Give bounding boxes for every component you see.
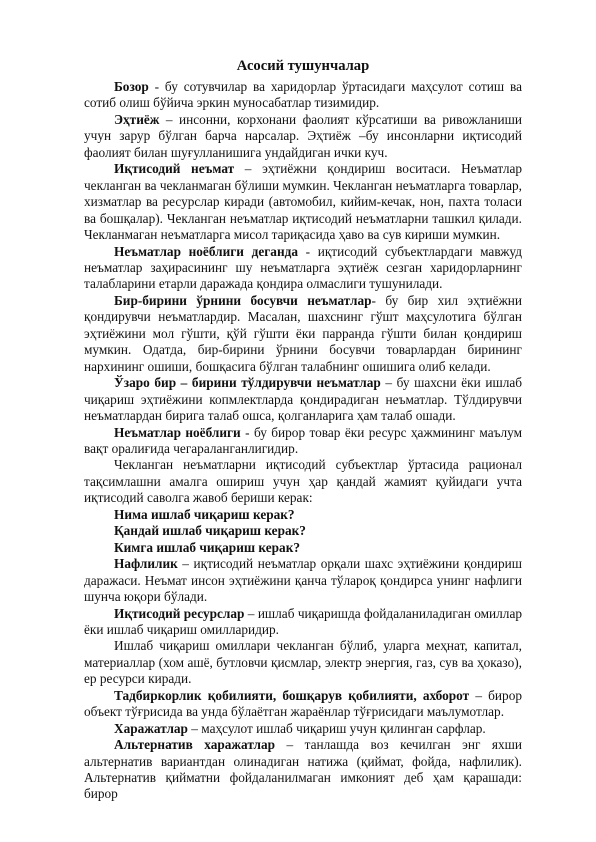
term: Нафлилик — [114, 556, 178, 572]
question-text: Нима ишлаб чиқариш керак? — [114, 506, 295, 522]
paragraph-ehtiyoj — [84, 112, 522, 161]
document-body — [84, 57, 522, 803]
definition: - бу сотувчилар ва харидорлар ўртасидаги маҳсулот сотиш ва сотиб олиш бўйича эркин муносабатлар тизимидир. — [84, 79, 522, 111]
paragraph-scarcity — [84, 425, 522, 458]
body-text: Ишлаб чиқариш омиллари чекланган бўлиб, уларга меҳнат, капитал, материаллар (хом ашё, бутловчи қисмлар, электр энергия, газ, сув ва ҳоказо), ер ресурси киради. — [84, 638, 522, 687]
definition: – инсонни, корхонани фаолият кўрсатиши ва ривожланиши учун зарур бўлган барча нарсалар. Эҳтиёж –бу инсонларни иқтисодий фаолият билан шуғулланишига ундайдиган ички куч. — [84, 111, 522, 160]
definition: – иқтисодий неъматлар орқали шахс эҳтиёжини қондириш даражаси. Неъмат инсон эҳтиёжини қанча тўлароқ қондирса унинг нафлиги шунча юқори бўлади. — [84, 556, 522, 605]
paragraph-opportunity-cost — [84, 737, 522, 803]
term: Ўзаро бир – бирини тўлдирувчи неъматлар — [114, 375, 381, 391]
paragraph-three-questions-intro — [84, 457, 522, 506]
term: Иқтисодий ресурслар — [114, 605, 245, 621]
term: Иқтисодий неъмат — [114, 161, 235, 177]
term: Бир-бирини ўрнини босувчи неъматлар — [114, 292, 372, 308]
paragraph-resources — [84, 606, 522, 639]
paragraph-entrepreneurship — [84, 688, 522, 721]
definition: – бирор объект тўғрисида ва унда бўлаётган жараёнлар тўғрисидаги маълумотлар. — [84, 687, 522, 720]
term: Эҳтиёж — [114, 111, 160, 127]
question-what — [84, 507, 522, 523]
term: Альтернатив харажатлар — [114, 737, 276, 753]
definition: - иқтисодий субъектлардаги мавжуд неъматлар заҳирасининг шу неъматларга эҳтиёж сезган харидорларнинг талабларини етарли даражада қондира олмаслиги тушунилади. — [84, 243, 522, 292]
paragraph-costs — [84, 721, 522, 737]
term: Тадбиркорлик қобилияти, бошқарув қобилияти, ахборот — [114, 687, 470, 703]
definition: – ишлаб чиқаришда фойдаланиладиган омиллар ёки ишлаб чиқариш омилларидир. — [84, 605, 522, 637]
body-text: Чекланган неъматларни иқтисодий субъектлар ўртасида рационал тақсимлашни амалга ошириш учун ҳар қандай жамият қуйидаги учта иқтисодий саволга жавоб бериши керак: — [84, 457, 522, 506]
definition: – бу шахсни ёки ишлаб чиқариш эҳтиёжини копмлектларда қондирадиган неъматлар. Тўлдирувчи неъматлардан бирига талаб ошса, қолганларига ҳам талаб ошади. — [84, 375, 522, 424]
paragraph-utility — [84, 556, 522, 605]
definition: – эҳтиёжни қондириш воситаси. Неъматлар чекланган ва чекланмаган бўлиши мумкин. Чекланган неъматларга товарлар, хизматлар ва ресурслар киради (автомобил, кийим-кечак, нон, пахта толаси ва бошқалар). Чекланган неъматлар иқтисодий неъматларни ташкил қилади. Чекланмаган неъматларга мисол тариқасида ҳаво ва сув кириши мумкин. — [84, 161, 523, 243]
question-how — [84, 523, 522, 539]
paragraph-complements — [84, 375, 522, 424]
page-title: Асосий тушунчалар — [236, 58, 370, 74]
term: Неъматлар ноёблиги — [114, 424, 241, 440]
paragraph-iqtisodiy-nematt — [84, 161, 522, 243]
paragraph-noyoblik-deganda — [84, 244, 522, 293]
question-text: Қандай ишлаб чиқариш керак? — [114, 523, 306, 539]
definition: – маҳсулот ишлаб чиқариш учун қилинган сарфлар. — [187, 720, 486, 736]
term: Харажатлар — [114, 720, 188, 736]
paragraph-bozor — [84, 79, 522, 112]
question-text: Кимга ишлаб чиқариш керак? — [114, 539, 301, 555]
term: Неъматлар ноёблиги деганда — [114, 243, 298, 259]
definition: - бу бирор товар ёки ресурс ҳажмининг маълум вақт оралиғида чегараланганлигидир. — [84, 424, 523, 456]
definition: - бу бир хил эҳтиёжни қондирувчи неъматлардир. Масалан, шахснинг гўшт маҳсулотига бўлган эҳтиёжини мол гўшти, қўй гўшти ёки парранда гўшти билан қондириш мумкин. Одатда, бир-бирини ўрнини босувчи товарлардан бирининг нархининг ошиши, бошқасига бўлган талабнинг ошишига олиб келади. — [84, 292, 522, 374]
question-for-whom — [84, 540, 522, 556]
paragraph-substitutes — [84, 293, 522, 375]
paragraph-factors — [84, 638, 522, 687]
definition: – танлашда воз кечилган энг яхши альтернатив вариантдан олинадиган натижа (қиймат, фойда, нафлилик). Альтернатив қийматни фойдаланилмаган имконият деб ҳам қарашади: бирор — [84, 737, 522, 802]
term: Бозор — [114, 79, 149, 94]
